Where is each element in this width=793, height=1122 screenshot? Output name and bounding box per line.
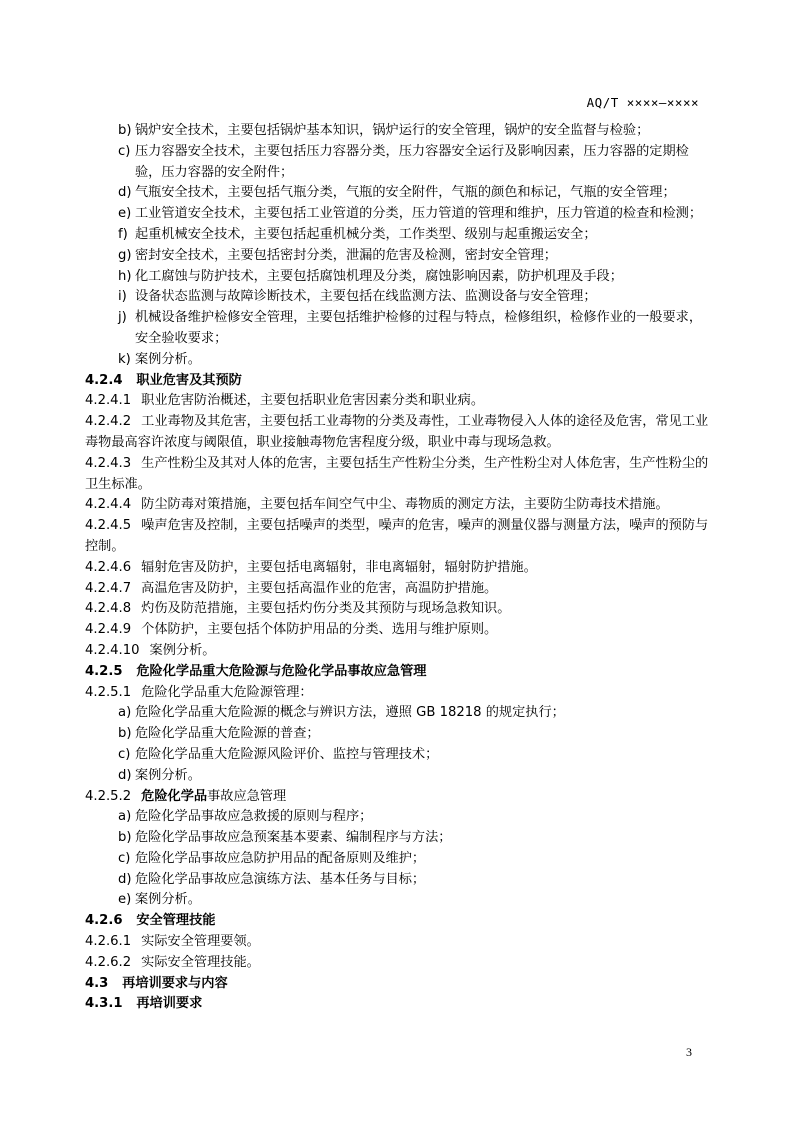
section-number: 4.2.4: [85, 372, 123, 388]
list-text: 案例分析。: [135, 892, 201, 908]
list-item: [85, 308, 713, 350]
section-number: 4.3: [85, 975, 109, 991]
list-text: 锅炉安全技术，主要包括锅炉基本知识，锅炉运行的安全管理，锅炉的安全监督与检验；: [135, 123, 650, 138]
list-text: 危险化学品事故应急救援的原则与程序；: [135, 809, 373, 825]
subsection-title-bold: 危险化学品: [141, 788, 208, 804]
subsection-number: 4.2.5.1: [85, 684, 132, 700]
document-code-header: AQ/T ××××—××××: [586, 95, 699, 110]
list-text: 压力容器安全技术，主要包括压力容器分类，压力容器安全运行及影响因素，压力容器的定期检验，压力容器的安全附件；: [135, 143, 689, 180]
list-item: [85, 121, 713, 142]
section-title: 安全管理技能: [136, 913, 216, 929]
list-text: 密封安全技术，主要包括密封分类，泄漏的危害及检测，密封安全管理；: [135, 247, 557, 263]
subsection-text: 实际安全管理技能。: [141, 954, 260, 970]
subsection-number: 4.2.5.2: [85, 788, 132, 804]
list-text: 化工腐蚀与防护技术，主要包括腐蚀机理及分类，腐蚀影响因素，防护机理及手段；: [135, 268, 623, 284]
list-item: [85, 766, 713, 787]
subsection-text: 职业危害防治概述，主要包括职业危害因素分类和职业病。: [141, 393, 485, 409]
section-heading-4-2-4: [85, 371, 713, 392]
subsection-number: 4.2.4.9: [85, 622, 132, 638]
list-text: 危险化学品重大危险源的概念与辨识方法，遵照 GB 18218 的规定执行；: [135, 705, 565, 721]
list-text: 案例分析。: [135, 767, 201, 783]
list-label: b): [118, 726, 132, 742]
section-heading-4-2-6: [85, 911, 713, 932]
list-label: g): [118, 247, 132, 263]
subsection-text: 个体防护，主要包括个体防护用品的分类、选用与维护原则。: [141, 622, 498, 638]
list-text: 危险化学品重大危险源风险评价、监控与管理技术；: [135, 746, 439, 762]
list-label: j): [118, 310, 127, 326]
subsection-paragraph: [85, 579, 713, 600]
list-label: e): [118, 892, 132, 908]
subsection-text: 防尘防毒对策措施，主要包括车间空气中尘、毒物质的测定方法，主要防尘防毒技术措施。: [141, 497, 669, 513]
subsection-number: 4.2.4.1: [85, 393, 132, 409]
list-text: 危险化学品重大危险源的普查；: [135, 726, 320, 742]
list-item: [85, 828, 713, 849]
subsection-paragraph: [85, 391, 713, 412]
page-content: [85, 121, 713, 1015]
subsection-text: 实际安全管理要领。: [141, 934, 260, 950]
section-title: 再培训要求与内容: [122, 975, 228, 991]
subsection-number: 4.2.6.1: [85, 934, 132, 950]
list-label: a): [118, 809, 132, 825]
section-number: 4.2.6: [85, 913, 123, 929]
list-label: c): [118, 143, 131, 159]
section-heading-4-3: [85, 974, 713, 995]
subsection-paragraph: [85, 932, 713, 953]
subsection-number: 4.2.4.6: [85, 559, 132, 575]
list-label: i): [118, 289, 127, 305]
subsection-number: 4.2.4.10: [85, 642, 140, 658]
list-text: 危险化学品事故应急预案基本要素、编制程序与方法；: [135, 830, 452, 846]
list-item: [85, 703, 713, 724]
list-label: h): [118, 268, 132, 284]
list-label: k): [118, 351, 131, 367]
subsection-paragraph: [85, 599, 713, 620]
list-label: e): [118, 206, 132, 222]
list-label: d): [118, 185, 132, 201]
list-label: a): [118, 705, 132, 721]
list-label: d): [118, 767, 132, 783]
subsection-number: 4.2.4.7: [85, 580, 132, 596]
subsection-text: 高温危害及防护，主要包括高温作业的危害，高温防护措施。: [141, 580, 498, 596]
list-label: c): [118, 850, 131, 866]
section-heading-4-3-1: [85, 994, 713, 1015]
list-text: 工业管道安全技术，主要包括工业管道的分类，压力管道的管理和维护，压力管道的检查和检测；: [135, 206, 703, 222]
list-item: [85, 204, 713, 225]
subsection-text: 工业毒物及其危害，主要包括工业毒物的分类及毒性，工业毒物侵入人体的途径及危害，常见工业毒物最高容许浓度与阈限值，职业接触毒物危害程度分级，职业中毒与现场急救。: [85, 414, 709, 450]
list-item: [85, 849, 713, 870]
subsection-paragraph: [85, 558, 713, 579]
subsection-paragraph: [85, 953, 713, 974]
list-item: [85, 350, 713, 371]
subsection-number: 4.2.4.2: [85, 414, 132, 430]
subsection-text: 灼伤及防范措施，主要包括灼伤分类及其预防与现场急救知识。: [141, 601, 511, 617]
subsection-paragraph: [85, 495, 713, 516]
list-item: [85, 246, 713, 267]
section-title: 再培训要求: [136, 996, 203, 1012]
list-label: f): [118, 226, 128, 242]
subsection-number: 4.2.6.2: [85, 954, 132, 970]
list-item: [85, 745, 713, 766]
list-item: [85, 287, 713, 308]
subsection-number: 4.2.4.8: [85, 601, 132, 617]
list-text: 气瓶安全技术，主要包括气瓶分类，气瓶的安全附件，气瓶的颜色和标记，气瓶的安全管理；: [135, 185, 676, 201]
subsection-text: 案例分析。: [149, 642, 216, 658]
page-number: 3: [686, 1045, 692, 1059]
section-title: 危险化学品重大危险源与危险化学品事故应急管理: [136, 663, 427, 679]
subsection-paragraph: [85, 454, 713, 496]
list-label: c): [118, 746, 131, 762]
subsection-paragraph: [85, 516, 713, 558]
list-label: d): [118, 871, 132, 887]
list-text: 案例分析。: [135, 351, 201, 367]
subsection-text: 生产性粉尘及其对人体的危害，主要包括生产性粉尘分类，生产性粉尘对人体危害，生产性粉尘的卫生标准。: [85, 455, 709, 492]
list-item: [85, 807, 713, 828]
subsection-text: 辐射危害及防护，主要包括电离辐射，非电离辐射，辐射防护措施。: [141, 559, 537, 575]
subsection-text: 噪声危害及控制，主要包括噪声的类型，噪声的危害，噪声的测量仪器与测量方法，噪声的预防与控制。: [85, 518, 709, 554]
subsection-heading-4-2-5-1: [85, 683, 713, 704]
list-text: 危险化学品事故应急防护用品的配备原则及维护；: [135, 850, 426, 866]
list-text: 危险化学品事故应急演练方法、基本任务与目标；: [135, 871, 426, 887]
list-text: 机械设备维护检修安全管理，主要包括维护检修的过程与特点，检修组织，检修作业的一般要求，安全验收要求；: [135, 310, 703, 346]
list-item: [85, 870, 713, 891]
subsection-number: 4.2.4.3: [85, 455, 132, 471]
subsection-paragraph: [85, 412, 713, 454]
subsection-paragraph: [85, 641, 713, 662]
section-number: 4.3.1: [85, 996, 123, 1012]
list-label: b): [118, 123, 132, 138]
subsection-title-rest: 事故应急管理: [207, 788, 287, 804]
section-title: 职业危害及其预防: [136, 372, 242, 388]
list-item: [85, 267, 713, 288]
subsection-number: 4.2.4.5: [85, 518, 132, 534]
subsection-number: 4.2.4.4: [85, 497, 132, 513]
list-item: [85, 724, 713, 745]
list-item: [85, 890, 713, 911]
list-item: [85, 225, 713, 246]
section-number: 4.2.5: [85, 663, 123, 679]
section-heading-4-2-5: [85, 662, 713, 683]
subsection-title: 危险化学品重大危险源管理：: [141, 684, 313, 700]
list-item: [85, 183, 713, 204]
subsection-paragraph: [85, 620, 713, 641]
subsection-heading-4-2-5-2: [85, 787, 713, 808]
list-text: 设备状态监测与故障诊断技术，主要包括在线监测方法、监测设备与安全管理；: [135, 289, 597, 305]
list-item: [85, 142, 713, 184]
list-label: b): [118, 830, 132, 846]
list-text: 起重机械安全技术，主要包括起重机械分类，工作类型、级别与起重搬运安全；: [135, 226, 597, 242]
